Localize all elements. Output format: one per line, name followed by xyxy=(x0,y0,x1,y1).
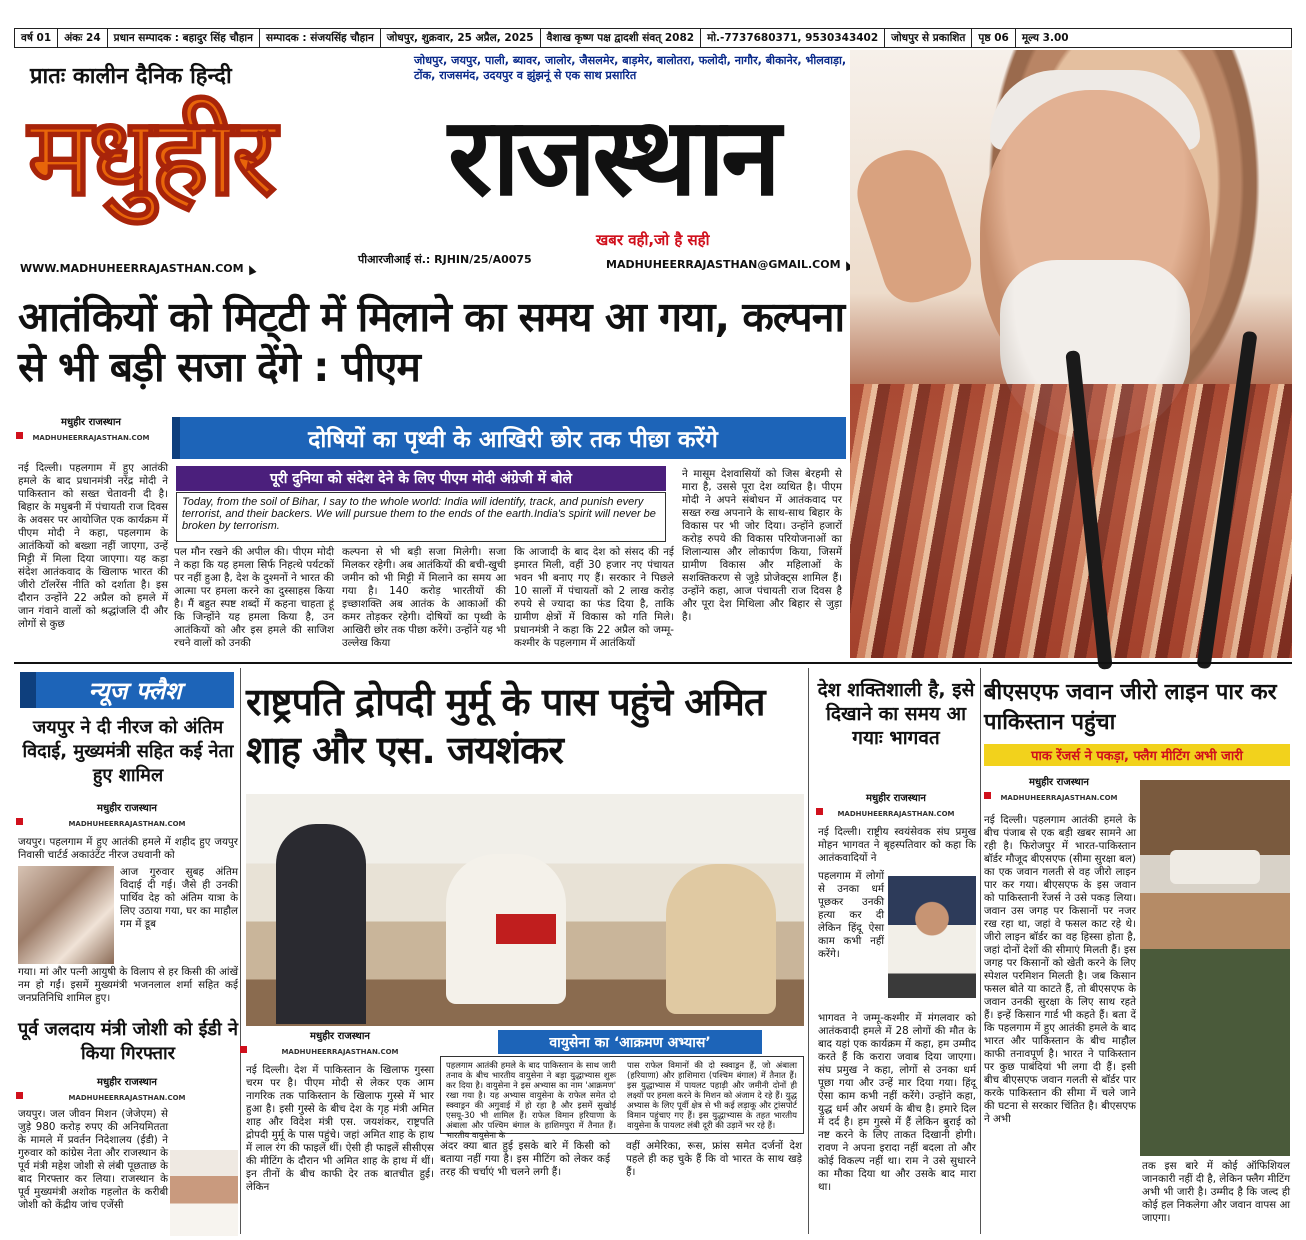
email-text: MADHUHEERRAJASTHAN@GMAIL.COM xyxy=(606,258,841,271)
website-text: WWW.MADHUHEERRAJASTHAN.COM xyxy=(20,262,244,275)
president-column-2: अंदर क्या बात हुई इसके बारे में किसी को बताया नहीं गया है। इस मीटिंग को लेकर कई तरह की चर्चाएं भी चलने लगी हैं। xyxy=(440,1140,610,1178)
bsf-subhead: पाक रेंजर्स ने पकड़ा, फ्लैग मीटिंग अभी जारी xyxy=(984,744,1290,766)
published-label: जोधपुर से प्रकाशित xyxy=(885,29,972,47)
bhagwat-byline xyxy=(816,790,976,818)
byline-marker xyxy=(816,808,823,815)
masthead-slogan: खबर वही,जो है सही xyxy=(596,231,710,249)
byline-name: मधुहीर राजस्थान xyxy=(97,1077,157,1088)
column-divider xyxy=(980,668,981,1234)
president-headline: राष्ट्रपति द्रोपदी मुर्मू के पास पहुंचे अमित शाह और एस. जयशंकर xyxy=(246,680,765,772)
bsf-headline: बीएसएफ जवान जीरो लाइन पार कर पाकिस्तान पहुंचा xyxy=(984,680,1277,735)
president-byline xyxy=(240,1028,440,1056)
iaf-box-title: वायुसेना का ‘आक्रमण अभ्यास’ xyxy=(498,1030,762,1054)
bhagwat-tail: भागवत ने जम्मू-कश्मीर में मंगलवार को आतंकवादी हमले में 28 लोगों की मौत के बाद यहां एक कार्यक्रम में कहा, हम उम्मीद करते हैं कि करारा जवाब दिया जाएगा। संघ प्रमुख ने कहा, लोगों से उनका धर्म पूछा गया और उन्हें मार दिया गया। हिंदू ऐसा काम कभी नहीं करेंगे। उन्होंने कहा, युद्ध धर्म और अधर्म के बीच है। हमारे दिल में दर्द है। हम गुस्से में हैं लेकिन बुराई को नष्ट करने के लिए ताकत दिखानी होगी। रावण ने अपना इरादा नहीं बदला तो और कोई विकल्प नहीं था। राम ने उसे सुधारने का मौका दिया था और उसके बाद मारा था। xyxy=(818,1012,976,1193)
byline-url: MADHUHEERRAJASTHAN.COM xyxy=(281,1048,399,1056)
story1-side-text: आज गुरुवार सुबह अंतिम विदाई दी गई। जैसे ही उनकी पार्थिव देह को अंतिम यात्रा के लिए उठाया गया, घर का माहौल गम में डूब xyxy=(120,866,238,930)
byline-name: मधुहीर राजस्थान xyxy=(1029,777,1089,788)
story1-byline xyxy=(16,800,238,828)
lead-column-3: कल्पना से भी बड़ी सजा मिलेगी। सजा मिलकर रहेगी। अब आतंकियों की बची-खुची जमीन को भी मिट्टी में मिलाने का समय आ गया है। 140 करोड़ भारतीयों की इच्छाशक्ति अब आतंक के आकाओं की कमर तोड़कर रहेगी। दोषियों का पृथ्वी के आखिरी छोर तक पीछा करेंगे। उन्होंने यह भी उल्लेख किया xyxy=(342,546,506,649)
masthead-meta-bar xyxy=(14,28,1292,48)
byline-name: मधुहीर राजस्थान xyxy=(97,803,157,814)
byline-marker xyxy=(16,432,23,439)
issue-label: अंकः 24 xyxy=(58,29,107,47)
news-flash-story1-headline: जयपुर ने दी नीरज को अंतिम विदाई, मुख्यमंत्री सहित कई नेता हुए शामिल xyxy=(22,717,234,786)
byline-name: मधुहीर राजस्थान xyxy=(866,793,926,804)
bsf-caption: तक इस बारे में कोई ऑफिशियल जानकारी नहीं दी है, लेकिन फ्लैग मीटिंग अभी भी जारी है। उम्मीद है कि जल्द ही कोई हल निकलेगा और जवान वापस आ जाएगा। xyxy=(1142,1160,1291,1224)
president-meeting-photo xyxy=(246,794,804,1026)
joshi-photo xyxy=(170,1150,238,1236)
news-flash-title: न्यूज फ्लैश xyxy=(20,672,234,708)
red-file xyxy=(496,914,556,944)
story2-byline xyxy=(16,1074,238,1102)
pm-photo xyxy=(850,50,1292,658)
blindfold xyxy=(1170,850,1260,884)
page-number: पृष्ठ 06 xyxy=(972,29,1015,47)
lead-column-1: नई दिल्ली। पहलगाम में हुए आतंकी हमले के बाद प्रधानमंत्री नरेंद्र मोदी ने पाकिस्तान को सख्त चेतावनी दी है। बिहार के मधुबनी में पंचायती राज दिवस के अवसर पर आयोजित एक कार्यक्रम में पीएम मोदी ने कहा, पहलगाम के आतंकियों को बख्शा नहीं जाएगा, उन्हें मिट्टी में मिला दिया जाएगा। यह कड़ा संदेश आतंकवाद के खिलाफ भारत की जीरो टॉलरेंस नीति को दर्शाता है। इस दौरान उन्होंने 22 अप्रैल को हमले में जान गंवाने वालों को श्रद्धांजलि दी और लोगों से कुछ xyxy=(18,462,168,630)
samvat-label: वैशाख कृष्ण पक्ष द्वादशी संवत् 2082 xyxy=(541,29,701,47)
president-column-3: वहीं अमेरिका, रूस, फ्रांस समेत दर्जनों देश पहले ही कह चुके हैं कि वो भारत के साथ खड़े हैं। xyxy=(626,1140,802,1178)
photo-person-right xyxy=(666,864,776,1014)
lead-headline: आतंकियों को मिट्‌टी में मिलाने का समय आ गया, कल्पना से भी बड़ी सजा देंगे : पीएम xyxy=(18,293,845,391)
date-label: जोधपुर, शुक्रवार, 25 अप्रैल, 2025 xyxy=(381,29,541,47)
president-column-1: नई दिल्ली। देश में पाकिस्तान के खिलाफ गुस्सा चरम पर है। पीएम मोदी से लेकर एक आम नागरिक तक पाकिस्तान के खिलाफ गुस्से में भार हुआ है। इसी गुस्से के बीच देश के गृह मंत्री अमित शाह और विदेश मंत्री एस. जयशंकर, राष्ट्रपति द्रोपदी मुर्मू के पास पहुंचे। जहां अमित शाह के हाथ में लाल रंग की फाइलें थीं। ऐसी ही फाइलें सीसीएस की मीटिंग के दौरान भी अमित शाह के हाथ में थीं। इन तीनों के बीच काफी देर तक बातचीत हुई। लेकिन xyxy=(246,1064,434,1193)
byline-marker xyxy=(240,1046,247,1053)
iaf-box-right: पास राफेल विमानों की दो स्क्वाड्रन हैं, जो अंबाला (हरियाणा) और हाशिमारा (पश्चिम बंगाल) में तैनात हैं। इस युद्धाभ्यास में पायलट पहाड़ी और जमीनी दोनों ही लक्ष्यों पर हमला करने के मिशन को अंजाम दे रहे हैं। युद्ध अभ्यास के लिए पूर्वी क्षेत्र से भी कई लड़ाकू और ट्रांसपोर्ट विमान पहुंचाए गए हैं। इस युद्धाभ्यास के तहत भारतीय वायुसेना के पायलट लंबी दूरी की उड़ानें भर रहे हैं। xyxy=(627,1060,797,1130)
story1-lead: जयपुर। पहलगाम में हुए आतंकी हमले में शहीद हुए जयपुर निवासी चार्टर्ड अकाउंटेंट नीरज उधवानी को xyxy=(18,836,238,861)
bsf-text: नई दिल्ली। पहलगाम आतंकी हमले के बीच पंजाब से एक बड़ी खबर सामने आ रही है। फिरोजपुर में भारत-पाकिस्तान बॉर्डर मौजूद बीएसएफ (सीमा सुरक्षा बल) का एक जवान गलती से वह जीरो लाइन पार कर गया। बीएसएफ के इस जवान को पाकिस्तानी रेंजर्स ने उसे पकड़ लिया। जवान उस जगह पर किसानों पर नजर रख रहा था, जहां वे फसल काट रहे थे। जीरो लाइन बॉर्डर का वह हिस्सा होता है, जहां दोनों देशों की सीमाएं मिलती हैं। इस जगह पर किसानों को खेती करने के लिए स्पेशल परमिशन मिलती है। जब किसान फसल बोते या काटते हैं, तो बीएसएफ के जवान उनकी सुरक्षा के लिए साथ रहते हैं। इन्हें किसान गार्ड भी कहते हैं। बता दें कि पहलगाम में हुए आतंकी हमले के बाद भारत और पाकिस्तान के बीच माहौल काफी तनावपूर्ण है। भारत ने पाकिस्तान पर कुछ पाबंदियां भी लगा दी हैं। इसी बीच बीएसएफ जवान गलती से बॉर्डर पार करके पाकिस्तान की सीमा में चले जाने की घटना से सरकार चिंतित है। बीएसएफ ने अभी xyxy=(984,814,1136,1125)
bhagwat-photo xyxy=(888,876,976,998)
lead-byline xyxy=(16,414,166,442)
byline-url: MADHUHEERRAJASTHAN.COM xyxy=(68,820,186,828)
byline-url: MADHUHEERRAJASTHAN.COM xyxy=(1000,794,1118,802)
masthead-name-right: राजस्थान xyxy=(448,94,778,220)
lead-blue-banner: दोषियों का पृथ्वी के आखिरी छोर तक पीछा करेंगे xyxy=(172,417,846,459)
byline-marker xyxy=(16,818,23,825)
mourning-family-photo xyxy=(18,866,114,964)
chief-editor-label: प्रधान सम्पादक : बहादुर सिंह चौहान xyxy=(108,29,260,47)
lead-purple-banner: पूरी दुनिया को संदेश देने के लिए पीएम मोदी अंग्रेजी में बोले xyxy=(176,466,666,491)
lead-column-4: कि आजादी के बाद देश को संसद की नई इमारत मिली, वहीं 30 हजार नए पंचायत भवन भी बनाए गए हैं। सरकार ने पिछले 10 सालों में पंचायतों को 2 लाख करोड़ रुपये से ज्यादा का फंड दिया है, ताकि ग्रामीण क्षेत्रों में विकास को गति मिले। प्रधानमंत्री ने कहा कि 22 अप्रैल को जम्मू-कश्मीर के पहलगाम में आतंकियों xyxy=(514,546,674,649)
iaf-box-left: पहलगाम आतंकी हमले के बाद पाकिस्तान के साथ जारी तनाव के बीच भारतीय वायुसेना ने बड़ा युद्धाभ्यास शुरू कर दिया है। वायुसेना ने इस अभ्यास का नाम 'आक्रमण' रखा गया है। यह अभ्यास वायुसेना के राफेल समेत दो स्क्वाड्रन की अगुवाई में हो रहा है और इसमें सुखोई एसयू-30 भी शामिल हैं। राफेल विमान हरियाणा के अंबाला और पश्चिम बंगाल के हाशिमपुरा में तैनात हैं। भारतीय वायुसेना के xyxy=(446,1060,616,1140)
photo-finger xyxy=(847,140,979,310)
bsf-jawan-photo xyxy=(1140,780,1290,1156)
section-divider xyxy=(14,662,1292,664)
byline-name: मधुहीर राजस्थान xyxy=(61,417,121,428)
email-link[interactable] xyxy=(606,258,852,271)
story1-tail: गया। मां और पत्नी आयुषी के विलाप से हर किसी की आंखें नम हो गईं। इसमें मुख्यमंत्री भजनलाल शर्मा सहित कई जनप्रतिनिधि शामिल हुए। xyxy=(18,966,238,1004)
byline-url: MADHUHEERRAJASTHAN.COM xyxy=(837,810,955,818)
column-divider xyxy=(240,668,241,1234)
byline-url: MADHUHEERRAJASTHAN.COM xyxy=(32,434,150,442)
mobile-label: मो.-7737680371, 9530343402 xyxy=(701,29,885,47)
photo-person-left xyxy=(276,824,366,1024)
byline-name: मधुहीर राजस्थान xyxy=(310,1031,370,1042)
story2-text: जयपुर। जल जीवन मिशन (जेजेएम) से जुड़े 980 करोड़ रुपए की अनियमितता के मामले में प्रवर्तन निदेशालय (ईडी) ने गुरुवार को कांग्रेस नेता और राजस्थान के पूर्व मंत्री महेश जोशी से लंबी पूछताछ के बाद गिरफ्तार कर लिया। राजस्थान के पूर्व मुख्यमंत्री अशोक गहलोत के करीबी जोशी को केंद्रीय जांच एजेंसी xyxy=(18,1108,168,1211)
bhagwat-headline: देश शक्तिशाली है, इसे दिखाने का समय आ गयाः भागवत xyxy=(817,679,975,749)
english-quote: Today, from the soil of Bihar, I say to the whole world: India will identify, track, and punish every terrorist, and their backers. We will pursue them to the ends of the earth.India's spirit will never be broken by terrorism. xyxy=(176,492,666,542)
prgi-number: पीआरजीआई सं.: RJHIN/25/A0075 xyxy=(358,253,532,266)
byline-marker xyxy=(984,792,991,799)
cursor-icon xyxy=(245,264,256,276)
lead-column-5: ने मासूम देशवासियों को जिस बेरहमी से मारा है, उससे पूरा देश व्यथित है। पीएम मोदी ने अपने संबोधन में आतंकवाद पर सख्त रुख अपनाने के साथ-साथ बिहार के विकास पर भी जोर दिया। उन्होंने हजारों करोड़ रुपये की विकास परियोजनाओं का शिलान्यास और लोकार्पण किया, जिसमें ग्रामीण विकास और महिलाओं के सशक्तिकरण से जुड़े प्रोजेक्ट्स शामिल हैं। उन्होंने कहा, आज पंचायती राज दिवस है और पूरा देश मिथिला और बिहार से जुड़ा है। xyxy=(682,468,842,623)
news-flash-story2-headline: पूर्व जलदाय मंत्री जोशी को ईडी ने किया गिरफ्तार xyxy=(18,1019,238,1064)
iaf-box xyxy=(440,1056,804,1140)
bsf-byline xyxy=(984,774,1134,802)
price-label: मूल्य 3.00 xyxy=(1021,32,1069,44)
masthead-name-left: मधुहीर xyxy=(28,94,273,220)
year-label: वर्ष 01 xyxy=(15,29,58,47)
column-divider xyxy=(808,668,809,1234)
lead-column-2: पल मौन रखने की अपील की। पीएम मोदी ने कहा कि यह हमला सिर्फ निहत्थे पर्यटकों पर नहीं हुआ है, देश के दुश्मनों ने भारत की आत्मा पर हमला करने का दुस्साहस किया है। मैं बहुत स्पष्ट शब्दों में कहना चाहता हूं कि जिन्होंने यह हमला किया है, उन आतंकियों को और इस हमले की साजिश रचने वालों को उनकी xyxy=(174,546,334,649)
byline-marker xyxy=(16,1092,23,1099)
bhagwat-side-text: पहलगाम में लोगों से उनका धर्म पूछकर उनकी हत्या कर दी लेकिन हिंदू ऐसा काम कभी नहीं करेंगे। xyxy=(818,870,884,960)
masthead-cities: जोधपुर, जयपुर, पाली, ब्यावर, जालोर, जैसलमेर, बाड़मेर, बालोतरा, फलोदी, नागौर, बीकानेर, भीलवाड़ा, टोंक, राजसमंद, उदयपुर व झुंझनूं से एक साथ प्रसारित xyxy=(414,54,847,82)
editor-label: सम्पादक : संजयसिंह चौहान xyxy=(260,29,381,47)
byline-url: MADHUHEERRAJASTHAN.COM xyxy=(68,1094,186,1102)
bhagwat-lead: नई दिल्ली। राष्ट्रीय स्वयंसेवक संघ प्रमुख मोहन भागवत ने बृहस्पतिवार को कहा कि आतंकवादियों ने xyxy=(818,826,976,864)
website-link[interactable] xyxy=(20,262,255,275)
masthead-tagline: प्रातः कालीन दैनिक हिन्दी xyxy=(30,63,232,89)
